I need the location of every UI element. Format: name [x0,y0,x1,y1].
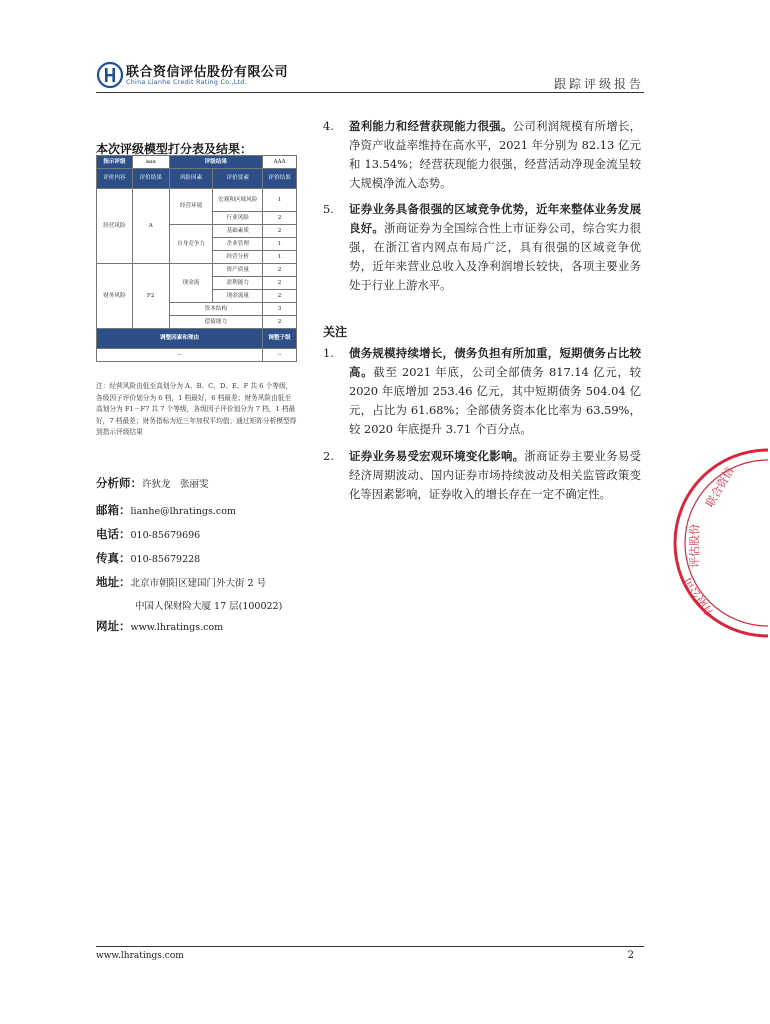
item-number: 2. [323,449,334,463]
table-note: 注：经营风险由低至高划分为 A、B、C、D、E、F 共 6 个等级，各级因子评价划分为 6 档，1 档最好，6 档最差；财务风险由低至高划分为 F1－F7 共 7 个等级，各级因子评价划分为 7 档，1 档最好，7 档最差；财务指标为近三年加权平均值；通过矩阵分析模型得到指示评级结果 [96,382,297,436]
element-name: 经营分析 [213,251,263,264]
analyst-value: 许狄龙 张丽雯 [142,479,209,490]
address-line2: 中国人保财险大厦 17 层(100022) [135,601,283,612]
contact-email [96,502,236,518]
concern-item-1 [323,344,641,439]
page-number: 2 [627,950,634,961]
footer-url: www.lhratings.com [96,951,184,961]
phone-value: 010-85679696 [130,530,201,541]
footer-divider [96,946,644,947]
adjust-value2: -- [263,349,297,362]
financial-risk-result: F2 [132,264,169,329]
financial-risk-label: 财务风险 [97,264,133,329]
svg-text:有限公司: 有限公司 [680,575,717,619]
table-title: 本次评级模型打分表及结果： [96,142,253,156]
email-label: 邮箱： [96,503,131,517]
company-name-en: China Lianhe Credit Rating Co.,Ltd. [126,78,247,86]
contact-analyst [96,475,209,491]
element-score: 2 [263,212,297,225]
element-name: 盈利能力 [213,277,263,290]
element-name: 偿债能力 [169,316,262,329]
value-indicative-rating: aaa [132,156,169,169]
element-name: 行业风险 [213,212,263,225]
item-text: 浙商证券为全国综合性上市证券公司，综合实力很强，在浙江省内网点布局广泛，具有很强的区域竞争优势，近年来营业总收入及净利润增长较快，各项主要业务处于行业上游水平。 [349,221,641,292]
item-number: 1. [323,346,334,360]
item-heading: 债务规模持续增长，债务负担有所加重，短期债务占比较高。 [349,346,641,379]
adjust-label: 调整因素和理由 [97,329,263,349]
company-name-cn: 联合资信评估股份有限公司 [126,65,289,80]
label-rating-result: 评级结果 [169,156,262,169]
strength-item-4 [323,117,641,193]
element-score: 1 [263,238,297,251]
col-header: 评价结果 [132,169,169,189]
business-risk-label: 经营风险 [97,189,133,264]
concern-item-2 [323,447,641,504]
element-score: 2 [263,277,297,290]
section-title-concerns: 关注 [323,325,348,339]
item-heading: 证券业务易受宏观环境变化影响。 [349,449,525,463]
address-line1: 北京市朝阳区建国门外大街 2 号 [130,578,267,589]
element-score: 3 [263,303,297,316]
value-rating-result: AAA [263,156,297,169]
item-number: 4. [323,119,334,133]
factor-competitiveness: 自身竞争力 [169,225,213,264]
contact-phone [96,526,200,542]
adjust-value: -- [97,349,263,362]
company-seal-icon [680,438,770,648]
item-text: 截至 2021 年底，公司全部债务 817.14 亿元，较 2020 年底增加 253.46 亿元，其中短期债务 504.04 亿元，占比为 61.68%；全部债务资本化比率为 63.59%，较 2020 年底提升 3.71 个百分点。 [349,365,641,436]
web-label: 网址： [96,619,131,633]
company-logo-icon [97,62,123,88]
web-value: www.lhratings.com [130,622,224,633]
business-risk-result: A [132,189,169,264]
adjust-label2: 调整子级 [263,329,297,349]
element-score: 2 [263,316,297,329]
fax-label: 传真： [96,551,131,565]
element-score: 2 [263,264,297,277]
header-divider [96,92,644,93]
col-header: 评价结果 [263,169,297,189]
element-name: 宏观和区域风险 [213,189,263,212]
contact-address [96,574,266,590]
factor-operating-environment: 经营环境 [169,189,213,225]
score-table [96,155,297,362]
element-score: 1 [263,189,297,212]
contact-fax [96,550,200,566]
label-indicative-rating: 指示评级 [97,156,133,169]
element-score: 2 [263,290,297,303]
factor-cashflow: 现金流 [169,264,213,303]
analyst-label: 分析师： [96,476,142,490]
item-heading: 证券业务具备很强的区域竞争优势，近年来整体业务发展良好。 [349,202,641,235]
email-value: lianhe@lhratings.com [130,506,236,517]
element-score: 2 [263,225,297,238]
col-header: 评价要素 [213,169,263,189]
element-score: 1 [263,251,297,264]
phone-label: 电话： [96,527,131,541]
report-type: 跟踪评级报告 [553,77,644,91]
contact-web [96,618,223,634]
item-text: 公司利润规模有所增长，净资产收益率维持在高水平，2021 年分别为 82.13 亿元和 13.54%；经营获现能力很强，经营活动净现金流呈较大规模净流入态势。 [349,119,641,190]
element-name: 资产质量 [213,264,263,277]
element-name: 企业管理 [213,238,263,251]
address-label: 地址： [96,575,131,589]
strength-item-5 [323,200,641,295]
item-heading: 盈利能力和经营获现能力很强。 [349,119,513,133]
element-name: 资本结构 [169,303,262,316]
item-text: 浙商证券主要业务易受经济周期波动、国内证券市场持续波动及相关监管政策变化等因素影响，证券收入的增长存在一定不确定性。 [349,449,641,501]
col-header: 评价内容 [97,169,133,189]
svg-text:联合资信: 联合资信 [703,464,737,510]
fax-value: 010-85679228 [130,554,201,565]
svg-text:评估股份: 评估股份 [688,524,701,568]
element-name: 基础素质 [213,225,263,238]
col-header: 风险因素 [169,169,213,189]
item-number: 5. [323,202,334,216]
element-name: 现金流量 [213,290,263,303]
